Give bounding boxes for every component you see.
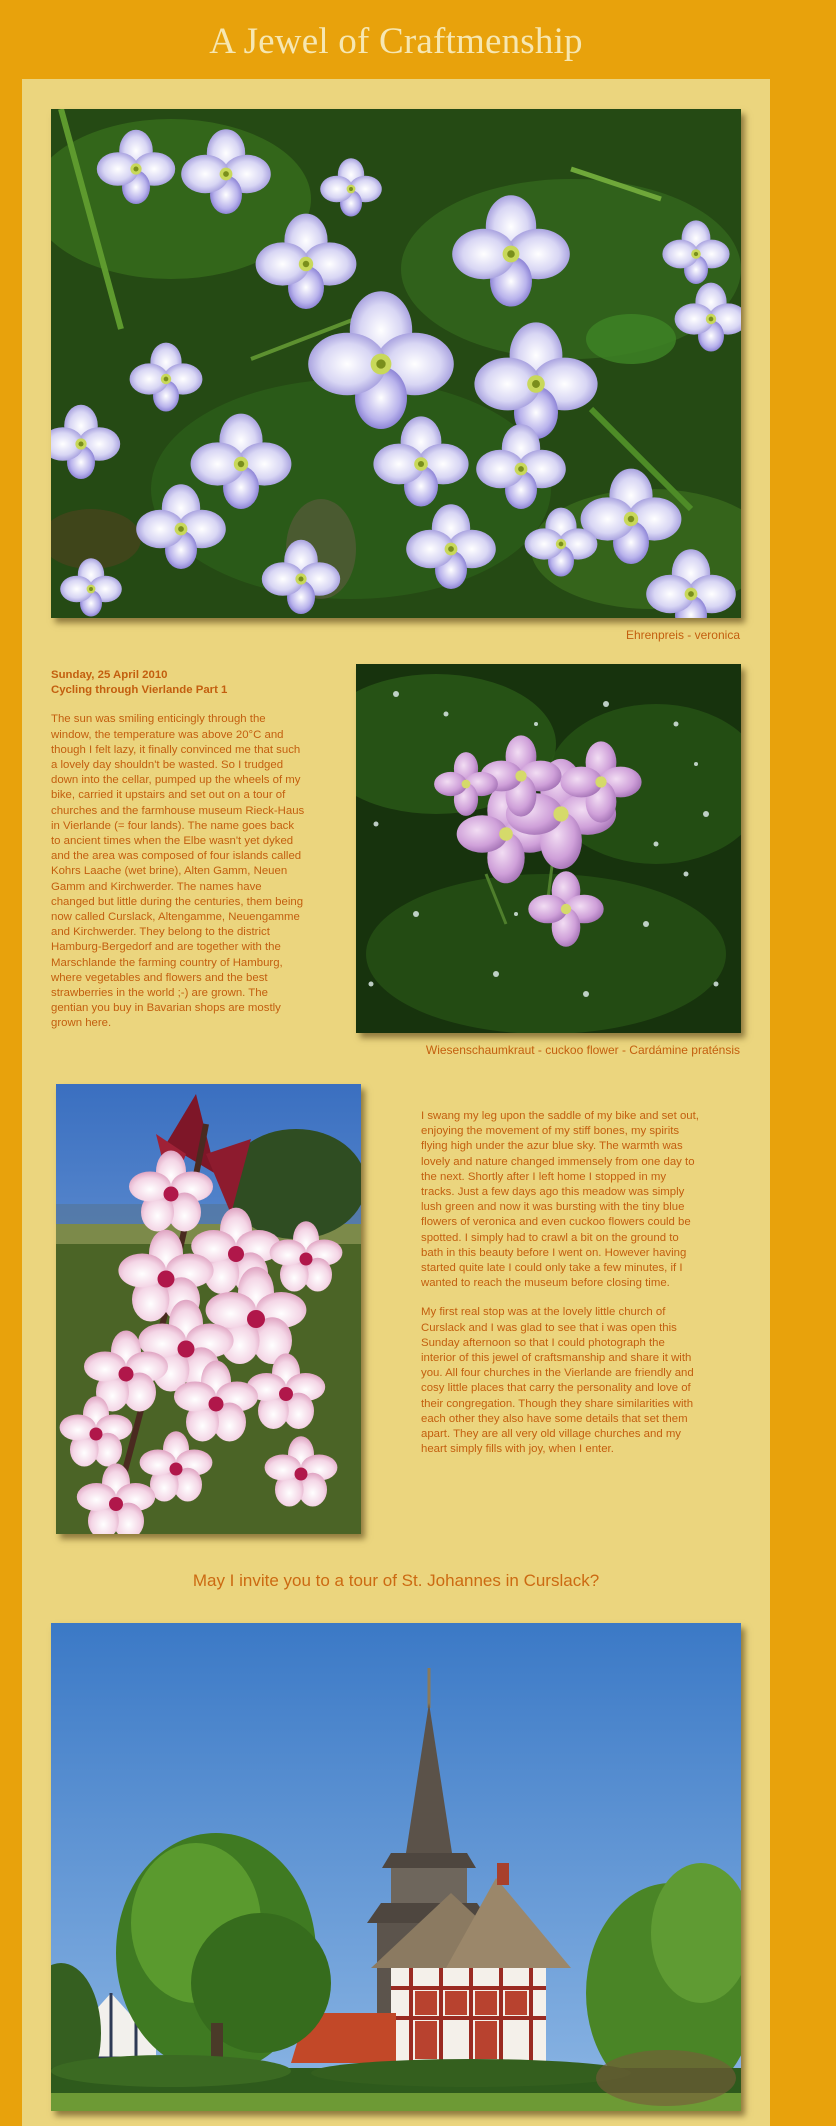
post-paragraph: I swang my leg upon the saddle of my bike and set out, enjoying the movement of my stiff bones, my spirits flying high under the azur blue sky. The warmth was lovely and nature changed immensely from one day to the next. Shortly after I left home I stopped in my tracks. Just a few days ago this meadow was simply lush green and now it was bursting with the tiny blue flowers of veronica and even cuckoo flowers could be spotted. I simply had to crawl a bit on the ground to bath in this beauty before I went on. However having started quite late I could only take a few minutes, if I wanted to reach the museum before closing time.	[421, 1110, 699, 1290]
post-paragraph: My first real stop was at the lovely little church of Curslack and I was glad to see that i was open this Sunday afternoon so that I could photograph the interior of this jewel of craftsmanship and share it with you. All four churches in the Vierlande are friendly and cosy little places that carry the personality and love of their congregation. Though they share similarities with each other they also have some details that set them apart. They are all very old village churches and my heart simply fills with joy, when I enter.	[421, 1306, 694, 1456]
post-title: Cycling through Vierlande Part 1	[51, 684, 228, 697]
site-title: A Jewel of Craftmenship	[209, 21, 583, 62]
tour-invitation: May I invite you to a tour of St. Johannes in Curslack?	[192, 1571, 600, 1590]
post-date: Sunday, 25 April 2010	[51, 669, 168, 681]
veronica-caption: Ehrenpreis - veronica	[625, 628, 740, 642]
cuckoo-flower-photo[interactable]	[356, 664, 741, 1033]
church-photo[interactable]	[51, 1623, 741, 2111]
blossom-photo[interactable]	[56, 1084, 361, 1534]
post-intro	[51, 668, 306, 1046]
post-continuation	[421, 1109, 699, 1471]
veronica-photo[interactable]	[51, 109, 741, 618]
post-paragraph: The sun was smiling enticingly through the window, the temperature was above 20°C and though I felt lazy, it finally convinced me that such a lovely day shouldn't be wasted. So I trudged down into the cellar, pumped up the wheels of my bike, carried it upstairs and set out on a tour of churches and the farmhouse museum Rieck-Haus in Vierlande (= four lands). The name goes back to ancient times when the Elbe wasn't yet dyked and the area was composed of four islands called Kohrs Laache (wet brine), Alten Gamm, Neuen Gamm and Kirchwerder. The names have changed but little during the centuries, them being now called Curslack, Altengamme, Neuengamme and Kirchwerder. They belong to the district Hamburg-Bergedorf and are together with the Marschlande the farming country of Hamburg, where vegetables and flowers and the best strawberries in the world ;-) are grown. The gentian you buy in Bavarian shops are mostly grown here.	[51, 713, 305, 1030]
cuckoo-flower-caption: Wiesenschaumkraut - cuckoo flower - Cardámine praténsis	[425, 1043, 740, 1057]
